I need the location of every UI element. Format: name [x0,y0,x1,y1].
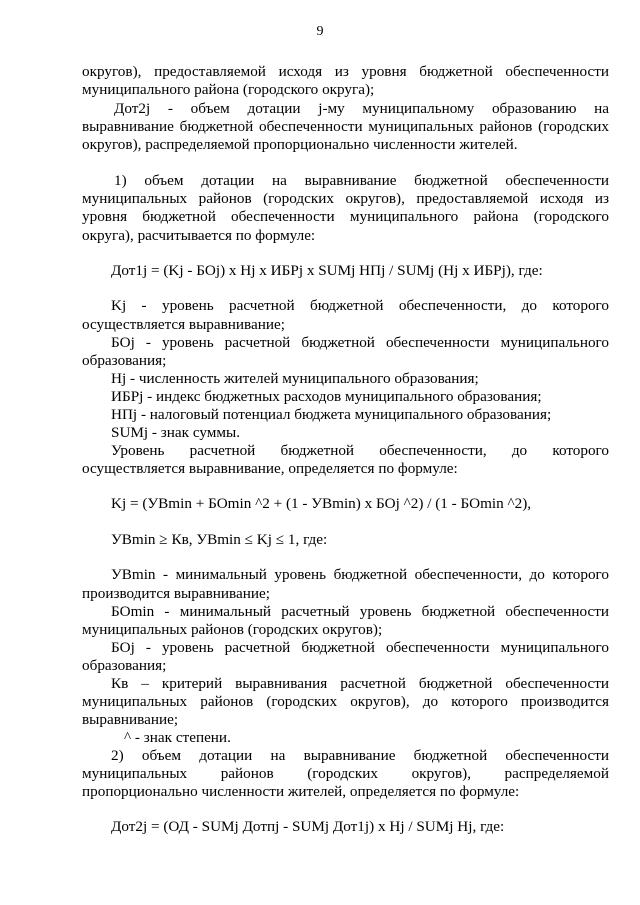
paragraph-line: БОj - уровень расчетной бюджетной обеспеченности муниципального [111,334,609,351]
paragraph-line: Дот2j - объем дотации j-му муниципальному образованию на [114,100,609,117]
paragraph-line: ИБРj - индекс бюджетных расходов муниципального образования; [111,388,542,405]
paragraph-line: БОmin - минимальный расчетный уровень бюджетной обеспеченности [111,603,609,620]
paragraph-line: Kj - уровень расчетной бюджетной обеспеченности, до которого [111,297,609,314]
paragraph-line: производится выравнивание; [82,585,270,602]
formula-line: Дот2j = (ОД - SUMj Дотпj - SUMj Дот1j) x Hj / SUMj Hj, где: [111,818,505,835]
paragraph-line: муниципальных районов (городских округов), до которого производится [82,693,609,710]
paragraph-line: НПj - налоговый потенциал бюджета муниципального образования; [111,406,552,423]
paragraph-line: УВmin - минимальный уровень бюджетной обеспеченности, до которого [111,566,609,583]
paragraph-line: Уровень расчетной бюджетной обеспеченности, до которого [111,442,609,459]
paragraph-line: выравнивание бюджетной обеспеченности муниципальных районов (городских [82,118,609,135]
paragraph-line: выравнивание; [82,711,179,728]
paragraph-line: уровня бюджетной обеспеченности муниципального района (городского [82,208,609,225]
paragraph-line: образования; [82,352,167,369]
paragraph-line: округа), расчитывается по формуле: [82,227,316,244]
formula-line: Дот1j = (Kj - БОj) x Hj x ИБРj x SUMj НПj / SUMj (Hj x ИБРj), где: [111,262,543,279]
formula-line: УВmin ≥ Кв, УВmin ≤ Kj ≤ 1, где: [111,531,328,548]
paragraph-line: округов), распределяемой пропорционально численности жителей. [82,136,518,153]
paragraph-line: осуществляется выравнивание; [82,316,285,333]
paragraph-line: Кв – критерий выравнивания расчетной бюджетной обеспеченности [111,675,609,692]
paragraph-line: осуществляется выравнивание, определяется по формуле: [82,460,458,477]
paragraph-line: округов), предоставляемой исходя из уровня бюджетной обеспеченности [82,63,609,80]
paragraph-line: ^ - знак степени. [124,729,231,746]
paragraph-line: муниципальных районов (городских округов); [82,621,383,638]
paragraph-line: БОj - уровень расчетной бюджетной обеспеченности муниципального [111,639,609,656]
paragraph-line: муниципальных районов (городских округов), распределяемой [82,765,609,782]
paragraph-line: 2) объем дотации на выравнивание бюджетной обеспеченности [111,747,609,764]
paragraph-line: Hj - численность жителей муниципального образования; [111,370,479,387]
page-number: 9 [316,24,324,39]
paragraph-line: 1) объем дотации на выравнивание бюджетной обеспеченности [114,172,609,189]
paragraph-line: пропорционально численности жителей, определяется по формуле: [82,783,520,800]
paragraph-line: SUMj - знак суммы. [111,424,240,441]
paragraph-line: муниципальных районов (городских округов), предоставляемой исходя из [82,190,609,207]
formula-line: Kj = (УВmin + БОmin ^2 + (1 - УВmin) x БОj ^2) / (1 - БОmin ^2), [111,495,532,512]
paragraph-line: муниципального района (городского округа); [82,81,375,98]
paragraph-line: образования; [82,657,167,674]
